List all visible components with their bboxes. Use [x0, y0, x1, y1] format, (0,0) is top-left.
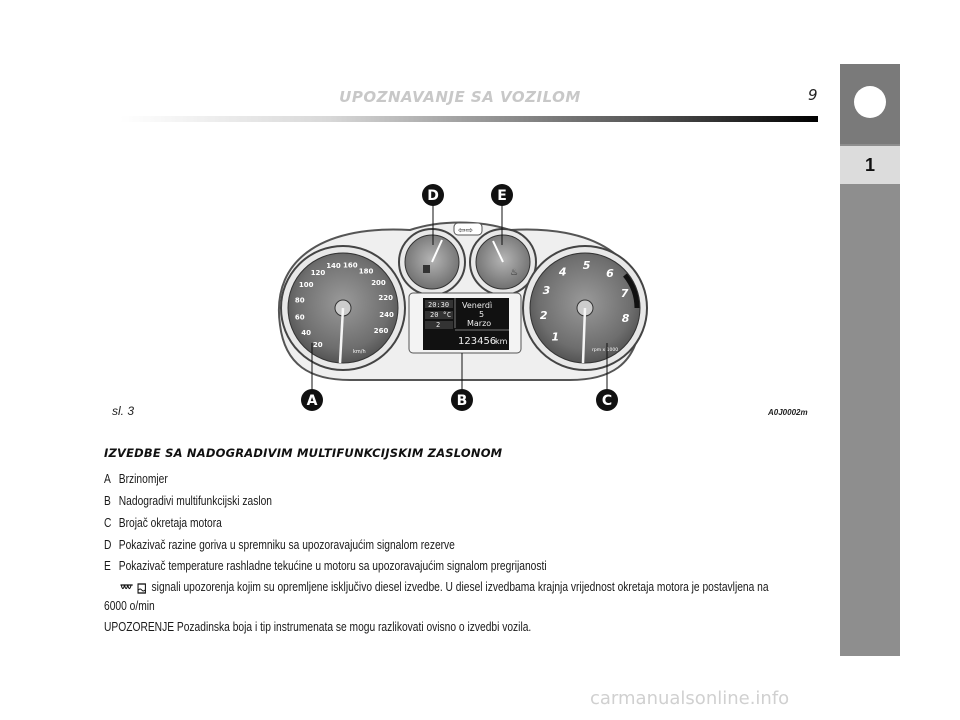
gauge-tick-label: 3 [542, 284, 551, 298]
gauge-tick-label: 240 [379, 311, 394, 320]
display-temperature: 20 °C [430, 311, 452, 319]
page-number: 9 [808, 86, 818, 104]
water-in-fuel-icon [137, 582, 147, 594]
gauge-tick-label: 140 [326, 262, 341, 270]
page-header-title: UPOZNAVANJE SA VOZILOM [339, 88, 581, 106]
gauge-tick-label: 6 [606, 267, 614, 281]
list-item [104, 472, 168, 486]
display-gear: 2 [436, 321, 441, 329]
callout-d [422, 184, 444, 206]
header-rule [120, 116, 818, 122]
gauge-tick-label: 120 [310, 268, 326, 277]
watermark: carmanualsonline.info [590, 688, 790, 709]
instrument-cluster-illustration [240, 175, 680, 420]
callout-c [596, 389, 618, 411]
figure-caption: sl. 3 [112, 404, 135, 418]
gauge-tick-label: 2 [539, 308, 548, 322]
display-odometer: 123456 [458, 336, 497, 347]
rev-unit-label: rpm x 1000 [592, 348, 619, 353]
chapter-sidebar [840, 64, 900, 656]
item-letter: B [104, 494, 111, 508]
item-letter: A [104, 472, 111, 486]
gauge-tick-label: 200 [371, 279, 386, 287]
svg-text:B: B [456, 393, 468, 409]
list-item [104, 516, 222, 530]
gauge-tick-label: 60 [294, 313, 305, 322]
item-letter: D [104, 538, 112, 552]
list-item [104, 538, 455, 552]
speed-unit-label: km/h [353, 349, 366, 355]
display-day: Venerdì [462, 301, 493, 310]
svg-text:D: D [427, 188, 439, 204]
warning-note: UPOZORENJE Pozadinska boja i tip instrumenata se mogu razlikovati ovisno o izvedbi vozila. [104, 620, 532, 634]
svg-text:C: C [601, 393, 613, 409]
item-letter: E [104, 559, 111, 573]
sidebar-top-block [840, 64, 900, 144]
item-text: Pokazivač razine goriva u spremniku sa upozoravajućim signalom rezerve [118, 538, 455, 552]
gauge-tick-label: 20 [312, 341, 323, 349]
item-text: Nadogradivi multifunkcijski zaslon [118, 494, 273, 508]
callout-e [491, 184, 513, 206]
list-item [104, 494, 272, 508]
item-text: Brzinomjer [118, 472, 168, 486]
gauge-tick-label: 180 [358, 267, 374, 276]
temperature-gauge-dial [470, 229, 536, 295]
gauge-tick-label: 100 [298, 280, 314, 289]
gauge-tick-label: 8 [621, 311, 630, 325]
gauge-tick-label: 4 [558, 265, 567, 279]
item-letter: C [104, 516, 112, 530]
gauge-tick-label: 220 [378, 294, 394, 303]
item-text: Pokazivač temperature rashladne tekućine u motoru sa upozoravajućim signalom pregrijanosti [118, 559, 547, 573]
gauge-tick-label: 7 [620, 287, 629, 301]
diesel-warning-icons [120, 582, 146, 594]
display-odometer-unit: km [495, 337, 508, 346]
gauge-tick-label: 1 [551, 330, 560, 344]
note-text: signali upozorenja kojim su opremljene isključivo diesel izvedbe. U diesel izvedbama krajnja vrijednost okretaja motora je postavljena na [151, 580, 769, 594]
glow-plug-icon [120, 583, 133, 593]
instrument-cluster-figure [240, 175, 680, 420]
callout-a [301, 389, 323, 411]
display-date: 5 [479, 310, 485, 319]
svg-text:E: E [497, 188, 507, 204]
section-heading: IZVEDBE SA NADOGRADIVIM MULTIFUNKCIJSKIM ZASLONOM [104, 446, 503, 460]
chapter-number: 1 [840, 146, 900, 184]
svg-text:⇦⇨: ⇦⇨ [458, 225, 474, 235]
figure-code: A0J0002m [768, 408, 808, 417]
fuel-gauge-dial [399, 229, 465, 295]
svg-text:A: A [306, 393, 318, 409]
gauge-tick-label: 260 [373, 327, 389, 335]
list-item [104, 559, 547, 573]
item-text: Brojač okretaja motora [118, 516, 222, 530]
display-month: Marzo [467, 319, 492, 328]
display-time: 20:30 [428, 301, 450, 309]
gauge-tick-label: 5 [582, 259, 591, 272]
diesel-note [104, 580, 769, 594]
note-continuation: 6000 o/min [104, 599, 155, 613]
callout-b [451, 389, 473, 411]
gauge-tick-label: 40 [301, 328, 311, 337]
svg-text:♨: ♨ [510, 267, 519, 277]
chapter-circle-icon [854, 86, 886, 118]
gauge-tick-label: 160 [342, 261, 358, 270]
gauge-tick-label: 80 [294, 296, 305, 305]
